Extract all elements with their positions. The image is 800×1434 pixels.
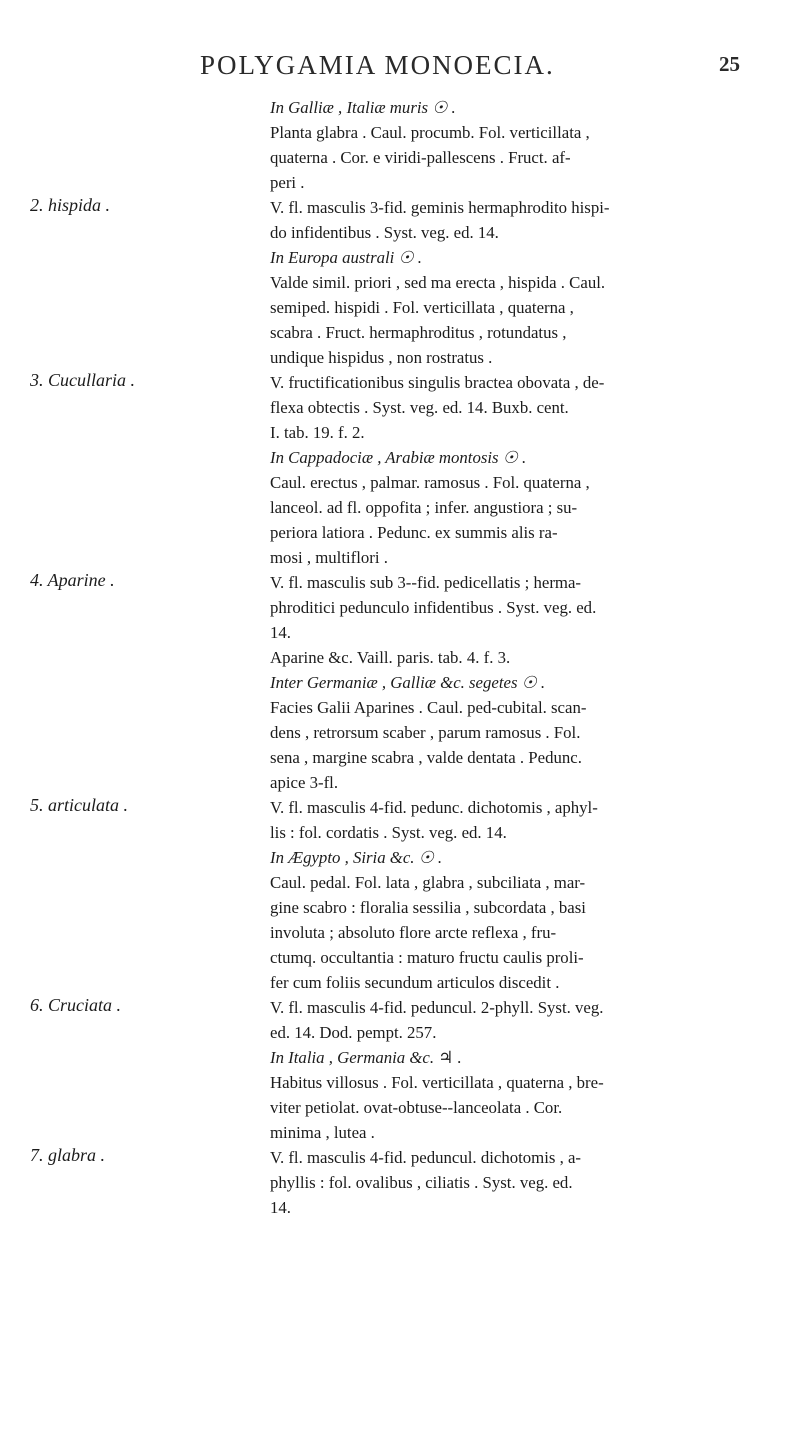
text-line: In Europa australi ☉ . [270,248,422,267]
text-line: semiped. hispidi . Fol. verticillata , quaterna , [270,298,574,317]
text-line: Inter Germaniæ , Galliæ &c. segetes ☉ . [270,673,546,692]
species-label: 2. hispida . [30,195,111,215]
text-line: lis : fol. cordatis . Syst. veg. ed. 14. [270,823,507,842]
species-description [270,570,786,795]
text-line: Habitus villosus . Fol. verticillata , quaterna , bre- [270,1073,604,1092]
text-line: undique hispidus , non rostratus . [270,348,493,367]
text-line: involuta ; absoluto flore arcte reflexa , fru- [270,923,557,942]
species-label: 4. Aparine . [30,570,115,590]
text-line: viter petiolat. ovat-obtuse--lanceolata . Cor. [270,1098,563,1117]
species-description [270,370,786,570]
text-line: ed. 14. Dod. pempt. 257. [270,1023,437,1042]
text-line: lanceol. ad fl. oppofita ; infer. angustiora ; su- [270,498,578,517]
text-line: flexa obtectis . Syst. veg. ed. 14. Buxb. cent. [270,398,569,417]
text-line: quaterna . Cor. e viridi-pallescens . Fruct. af- [270,148,571,167]
text-line: ctumq. occultantia : maturo fructu caulis proli- [270,948,584,967]
page-header [200,50,740,90]
text-line: In Galliæ , Italiæ muris ☉ . [270,98,456,117]
text-line: minima , lutea . [270,1123,375,1142]
text-line: V. fl. masculis 4-fid. peduncul. 2-phyll. Syst. veg. [270,998,604,1017]
text-line: phyllis : fol. ovalibus , ciliatis . Syst. veg. ed. [270,1173,573,1192]
text-line: apice 3-fl. [270,773,339,792]
species-label: 3. Cucullaria . [30,370,136,390]
text-line: In Italia , Germania &c. ♃ . [270,1048,462,1067]
text-line: V. fl. masculis sub 3--fid. pedicellatis ; herma- [270,573,582,592]
text-line: Aparine &c. Vaill. paris. tab. 4. f. 3. [270,648,511,667]
text-line: Caul. erectus , palmar. ramosus . Fol. quaterna , [270,473,590,492]
text-line: do infidentibus . Syst. veg. ed. 14. [270,223,499,242]
species-description [270,795,786,995]
species-description [270,95,786,195]
text-line: I. tab. 19. f. 2. [270,423,365,442]
text-line: 14. [270,623,291,642]
text-line: dens , retrorsum scaber , parum ramosus . Fol. [270,723,581,742]
text-line: Facies Galii Aparines . Caul. ped-cubital. scan- [270,698,587,717]
text-line: 14. [270,1198,291,1217]
species-label: 6. Cruciata . [30,995,122,1015]
text-line: scabra . Fruct. hermaphroditus , rotundatus , [270,323,567,342]
text-line: V. fl. masculis 3-fid. geminis hermaphrodito hispi- [270,198,610,217]
species-description [270,995,786,1145]
text-line: phroditici pedunculo infidentibus . Syst. veg. ed. [270,598,597,617]
text-line: Planta glabra . Caul. procumb. Fol. verticillata , [270,123,590,142]
text-line: V. fructificationibus singulis bractea obovata , de- [270,373,605,392]
text-line: periora latiora . Pedunc. ex summis alis ra- [270,523,558,542]
text-line: Caul. pedal. Fol. lata , glabra , subciliata , mar- [270,873,586,892]
text-line: peri . [270,173,305,192]
text-line: In Cappadociæ , Arabiæ montosis ☉ . [270,448,527,467]
text-line: fer cum foliis secundum articulos discedit . [270,973,560,992]
text-line: V. fl. masculis 4-fid. pedunc. dichotomis , aphyl- [270,798,598,817]
text-line: sena , margine scabra , valde dentata . Pedunc. [270,748,582,767]
species-description [270,1145,786,1220]
running-title: POLYGAMIA MONOECIA. [200,50,555,80]
text-line: mosi , multiflori . [270,548,388,567]
text-line: V. fl. masculis 4-fid. peduncul. dichotomis , a- [270,1148,582,1167]
text-line: In Ægypto , Siria &c. ☉ . [270,848,443,867]
species-label: 5. articulata . [30,795,128,815]
text-line: gine scabro : floralia sessilia , subcordata , basi [270,898,586,917]
page-number: 25 [719,52,740,76]
species-description [270,195,786,370]
text-line: Valde simil. priori , sed ma erecta , hispida . Caul. [270,273,606,292]
species-label: 7. glabra . [30,1145,106,1165]
